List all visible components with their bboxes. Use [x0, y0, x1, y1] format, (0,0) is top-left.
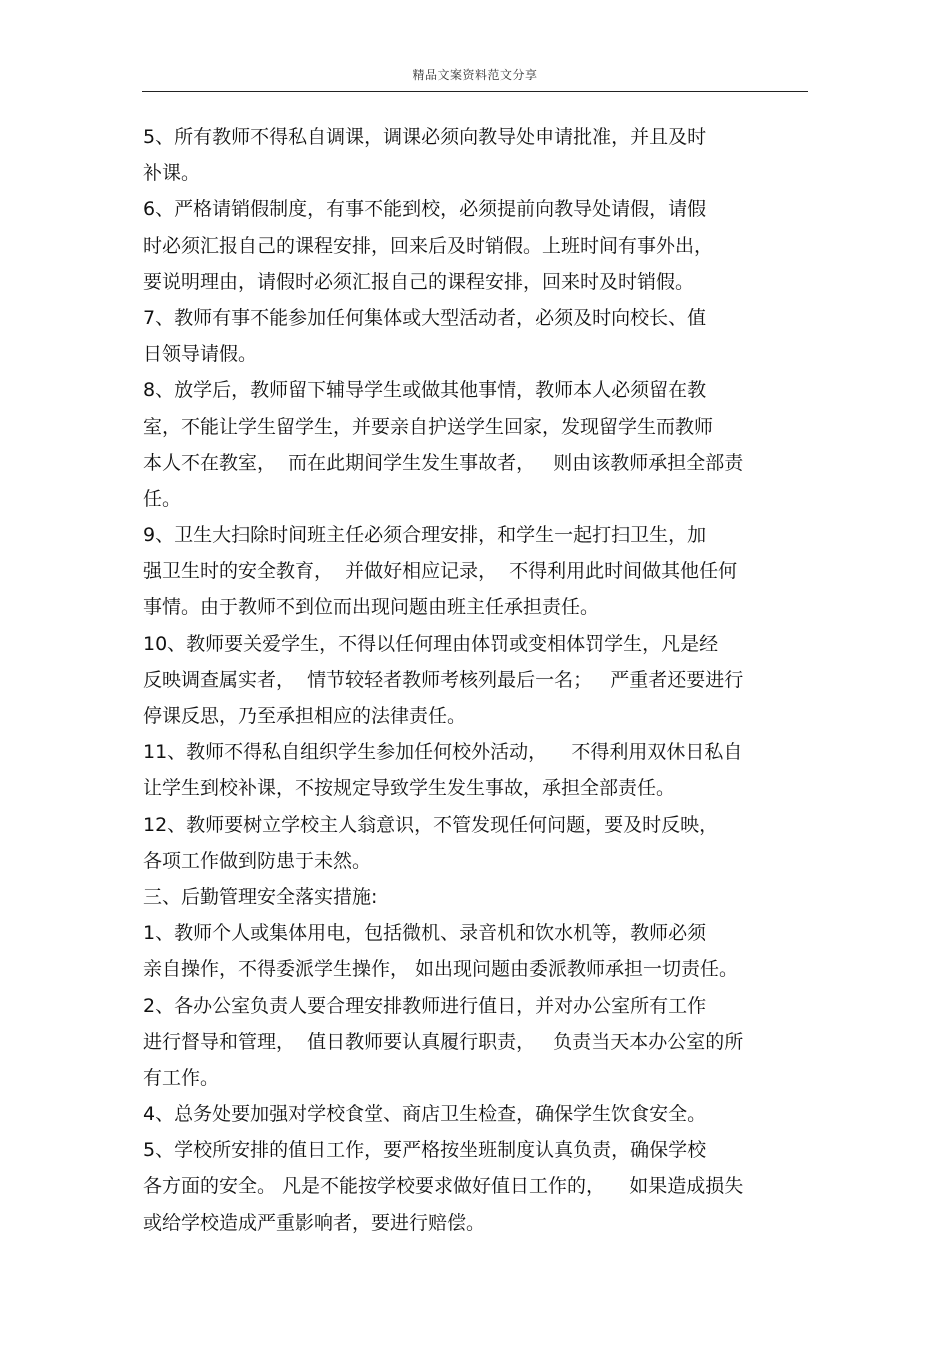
- text-line: 补课。: [143, 162, 201, 185]
- document-body: [143, 119, 823, 1241]
- text-line: 时必须汇报自己的课程安排，回来后及时销假。上班时间有事外出，: [143, 234, 714, 257]
- text-line: 各项工作做到防患于未然。: [143, 849, 372, 872]
- text-line: 日领导请假。: [143, 343, 258, 366]
- text-line: 4、总务处要加强对学校食堂、商店卫生检查，确保学生饮食安全。: [143, 1103, 707, 1126]
- text-line: 2、各办公室负责人要合理安排教师进行值日，并对办公室所有工作: [143, 994, 707, 1017]
- text-line: 让学生到校补课，不按规定导致学生发生事故，承担全部责任。: [143, 777, 676, 800]
- text-line: 12、教师要树立学校主人翁意识，不管发现任何问题，要及时反映，: [143, 813, 719, 836]
- text-line: 11、教师不得私自组织学生参加任何校外活动， 不得利用双休日私自: [143, 741, 743, 764]
- text-line: 要说明理由，请假时必须汇报自己的课程安排，回来时及时销假。: [143, 270, 695, 293]
- section-heading: 三、后勤管理安全落实措施:: [143, 885, 378, 908]
- header-divider: [142, 91, 808, 92]
- text-line: 本人不在教室， 而在此期间学生发生事故者， 则由该教师承担全部责: [143, 451, 744, 474]
- text-line: 强卫生时的安全教育， 并做好相应记录， 不得利用此时间做其他任何: [143, 560, 738, 583]
- page-header: 精品文案资料范文分享: [412, 68, 538, 82]
- text-line: 10、教师要关爱学生，不得以任何理由体罚或变相体罚学生，凡是经: [143, 632, 719, 655]
- text-line: 亲自操作，不得委派学生操作， 如出现问题由委派教师承担一切责任。: [143, 958, 739, 981]
- text-line: 6、严格请销假制度，有事不能到校，必须提前向教导处请假，请假: [143, 198, 707, 221]
- text-line: 室，不能让学生留学生，并要亲自护送学生回家，发现留学生而教师: [143, 415, 714, 438]
- text-line: 事情。由于教师不到位而出现问题由班主任承担责任。: [143, 596, 600, 619]
- text-line: 5、所有教师不得私自调课，调课必须向教导处申请批准，并且及时: [143, 126, 707, 148]
- text-line: 1、教师个人或集体用电，包括微机、录音机和饮水机等，教师必须: [143, 922, 707, 945]
- text-line: 8、放学后，教师留下辅导学生或做其他事情，教师本人必须留在教: [143, 379, 707, 402]
- text-line: 停课反思，乃至承担相应的法律责任。: [143, 705, 467, 727]
- text-line: 任。: [143, 487, 182, 510]
- text-line: 进行督导和管理， 值日教师要认真履行职责， 负责当天本办公室的所: [143, 1030, 744, 1053]
- text-line: 5、学校所安排的值日工作，要严格按坐班制度认真负责，确保学校: [143, 1139, 707, 1162]
- text-line: 7、教师有事不能参加任何集体或大型活动者，必须及时向校长、值: [143, 306, 707, 329]
- text-line: 9、卫生大扫除时间班主任必须合理安排，和学生一起打扫卫生，加: [143, 524, 707, 547]
- text-line: 有工作。: [143, 1066, 220, 1089]
- text-line: 反映调查属实者， 情节较轻者教师考核列最后一名； 严重者还要进行: [143, 668, 744, 691]
- text-line: 或给学校造成严重影响者，要进行赔偿。: [143, 1211, 486, 1234]
- text-line: 各方面的安全。 凡是不能按学校要求做好值日工作的， 如果造成损失: [143, 1175, 744, 1198]
